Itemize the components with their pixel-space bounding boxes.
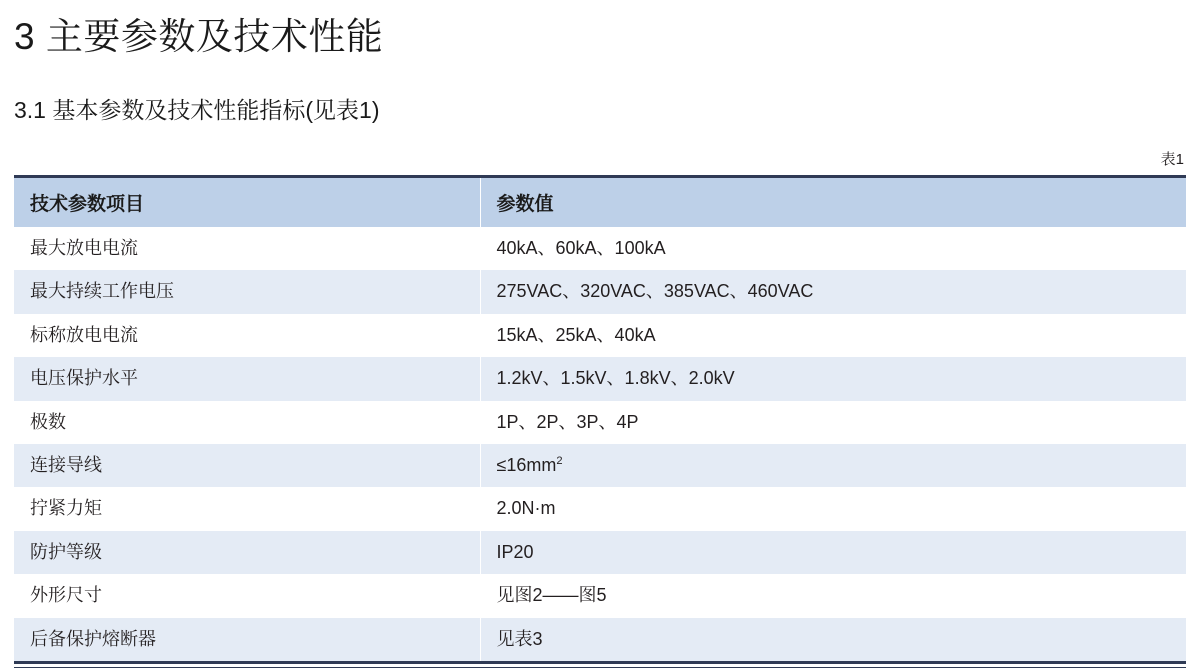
cell-value-superscript: 2 <box>556 454 563 467</box>
table-row <box>14 444 1186 487</box>
cell-item: 最大持续工作电压 <box>14 270 480 313</box>
table-row <box>14 401 1186 444</box>
cell-item: 最大放电电流 <box>14 227 480 270</box>
table-row <box>14 314 1186 357</box>
subsection-title: 3.1 基本参数及技术性能指标(见表1) <box>14 97 380 123</box>
cell-value: 275VAC、320VAC、385VAC、460VAC <box>480 270 1186 313</box>
cell-value: 见表3 <box>480 618 1186 661</box>
spec-table-wrapper <box>14 175 1186 666</box>
cell-item: 外形尺寸 <box>14 574 480 617</box>
cell-item: 后备保护熔断器 <box>14 618 480 661</box>
table-body <box>14 227 1186 661</box>
cell-value: 2.0N·m <box>480 487 1186 530</box>
table-bottom-rules <box>14 661 1186 666</box>
cell-item: 极数 <box>14 401 480 444</box>
cell-value: 15kA、25kA、40kA <box>480 314 1186 357</box>
column-header-value: 参数值 <box>480 177 1186 228</box>
table-row <box>14 618 1186 661</box>
cell-item: 标称放电电流 <box>14 314 480 357</box>
table-row <box>14 357 1186 400</box>
table-row <box>14 227 1186 270</box>
page-title: 3 主要参数及技术性能 <box>14 16 384 57</box>
cell-value-text: ≤16mm <box>496 454 557 475</box>
column-header-item: 技术参数项目 <box>14 177 480 228</box>
table-rule-thick <box>14 661 1186 664</box>
cell-value: 40kA、60kA、100kA <box>480 227 1186 270</box>
table-header <box>14 177 1186 228</box>
cell-value: 见图2——图5 <box>480 574 1186 617</box>
table-header-row <box>14 177 1186 228</box>
cell-item: 防护等级 <box>14 531 480 574</box>
cell-value <box>480 444 1186 487</box>
table-caption: 表1 <box>1160 151 1184 168</box>
cell-item: 连接导线 <box>14 444 480 487</box>
cell-value: 1.2kV、1.5kV、1.8kV、2.0kV <box>480 357 1186 400</box>
table-row <box>14 270 1186 313</box>
table-row <box>14 531 1186 574</box>
cell-item: 拧紧力矩 <box>14 487 480 530</box>
table-row <box>14 574 1186 617</box>
spec-table <box>14 175 1186 661</box>
cell-value: 1P、2P、3P、4P <box>480 401 1186 444</box>
cell-item: 电压保护水平 <box>14 357 480 400</box>
cell-value: IP20 <box>480 531 1186 574</box>
table-row <box>14 487 1186 530</box>
